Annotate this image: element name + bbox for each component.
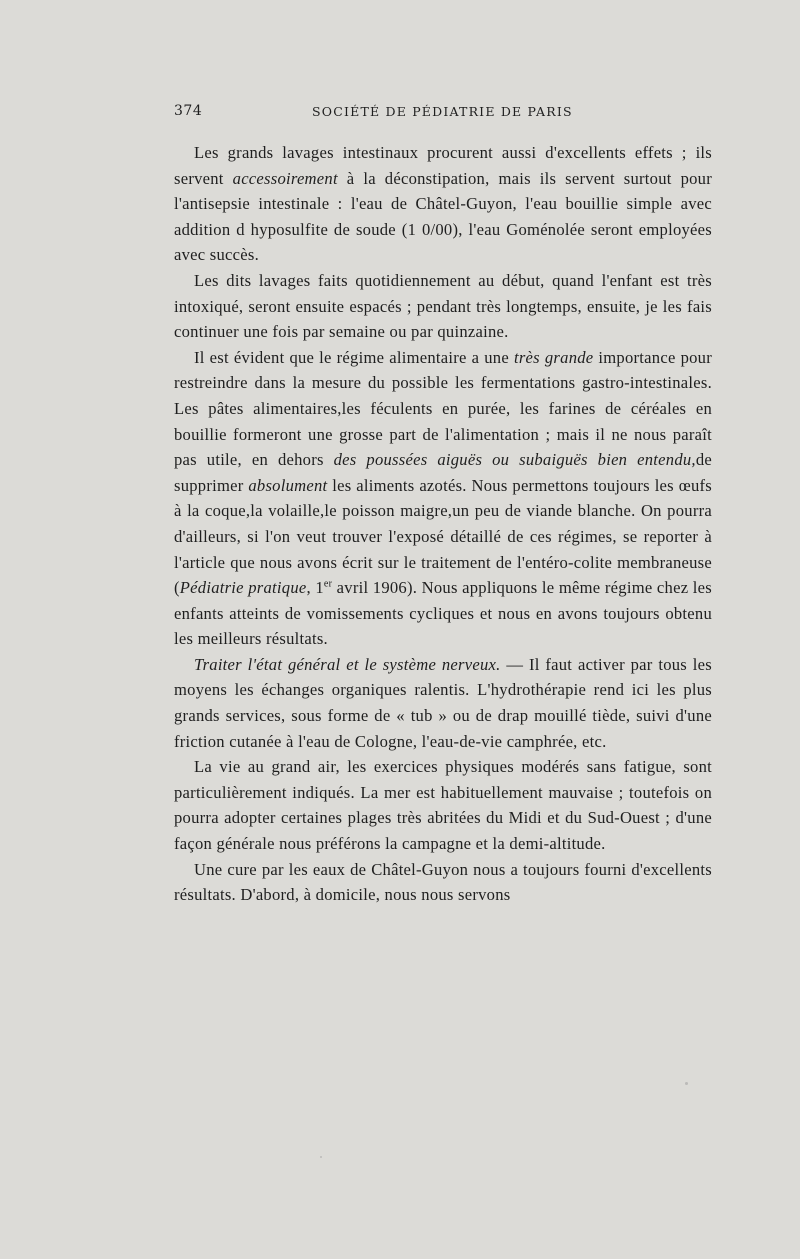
italic-text: absolument — [248, 475, 328, 495]
italic-text: accessoirement — [232, 168, 338, 188]
paragraph — [174, 140, 712, 268]
paragraph — [174, 754, 712, 856]
print-speck — [320, 1156, 322, 1158]
text-segment: les aliments azotés. Nous permettons toujours les œufs à la coque,la volaille,le poisson maigre,un peu de viande blanche. On pourra d'ailleurs, si l'on veut trouver l'exposé détaillé de ces régimes, se reporter à l'article que nous avons écrit sur le traitement de l'entéro-colite membraneuse ( — [174, 475, 712, 598]
italic-text: très grande — [513, 347, 594, 367]
superscript-text: er — [323, 578, 333, 590]
page-number: 374 — [174, 103, 203, 119]
italic-text: des poussées aiguës ou subaiguës bien entendu, — [333, 450, 696, 470]
text-segment: , 1 — [306, 578, 324, 598]
text-segment: de supprimer — [174, 450, 712, 495]
text-segment: à la déconstipation, mais ils servent surtout pour l'antisepsie intestinale : l'eau de Châtel-Guyon, l'eau bouillie simple avec addition d hyposulfite de soude (1 0/00), l'eau Goménolée seront employées avec succès. — [174, 168, 712, 265]
italic-text: Pédiatrie pratique — [179, 578, 307, 598]
paragraph — [174, 857, 712, 908]
text-segment: La vie au grand air, les exercices physiques modérés sans fatigue, sont particulièrement indiqués. La mer est habituellement mauvaise ; toutefois on pourra adopter certaines plages très abritées du Midi et du Sud-Ouest ; d'une façon générale nous préférons la campagne et la demi-altitude. — [174, 757, 712, 854]
body-text — [174, 140, 712, 908]
page-header — [174, 103, 714, 127]
text-segment: importance pour restreindre dans la mesure du possible les fermentations gastro-intestinales. Les pâtes alimentaires,les féculents en purée, les farines de céréales en bouillie formeront une grosse part de l'alimentation ; mais il ne nous paraît pas utile, en dehors — [174, 347, 712, 470]
paragraph — [174, 652, 712, 754]
text-segment: Il est évident que le régime alimentaire a une — [194, 347, 514, 367]
text-segment: — Il faut activer par tous les moyens les échanges organiques ralentis. L'hydrothérapie rend ici les plus grands services, sous forme de « tub » ou de drap mouillé tiède, suivi d'une friction cutanée à l'eau de Cologne, l'eau-de-vie camphrée, etc. — [174, 654, 712, 751]
text-segment: avril 1906). Nous appliquons le même régime chez les enfants atteints de vomissements cycliques et nous en avons toujours obtenu les meilleurs résultats. — [174, 578, 712, 649]
text-segment: Les dits lavages faits quotidiennement au début, quand l'enfant est très intoxiqué, seront ensuite espacés ; pendant très longtemps, ensuite, je les fais continuer une fois par semaine ou par quinzaine. — [174, 270, 712, 342]
print-speck — [685, 1082, 688, 1085]
text-segment: Les grands lavages intestinaux procurent aussi d'excellents effets ; ils servent — [174, 143, 712, 188]
paragraph — [174, 268, 712, 345]
running-head: SOCIÉTÉ DE PÉDIATRIE DE PARIS — [312, 104, 573, 119]
italic-text: Traiter l'état général et le système nerveux. — [194, 654, 501, 674]
text-segment: Une cure par les eaux de Châtel-Guyon nous a toujours fourni d'excellents résultats. D'abord, à domicile, nous nous servons — [174, 859, 712, 905]
paragraph — [174, 345, 712, 652]
